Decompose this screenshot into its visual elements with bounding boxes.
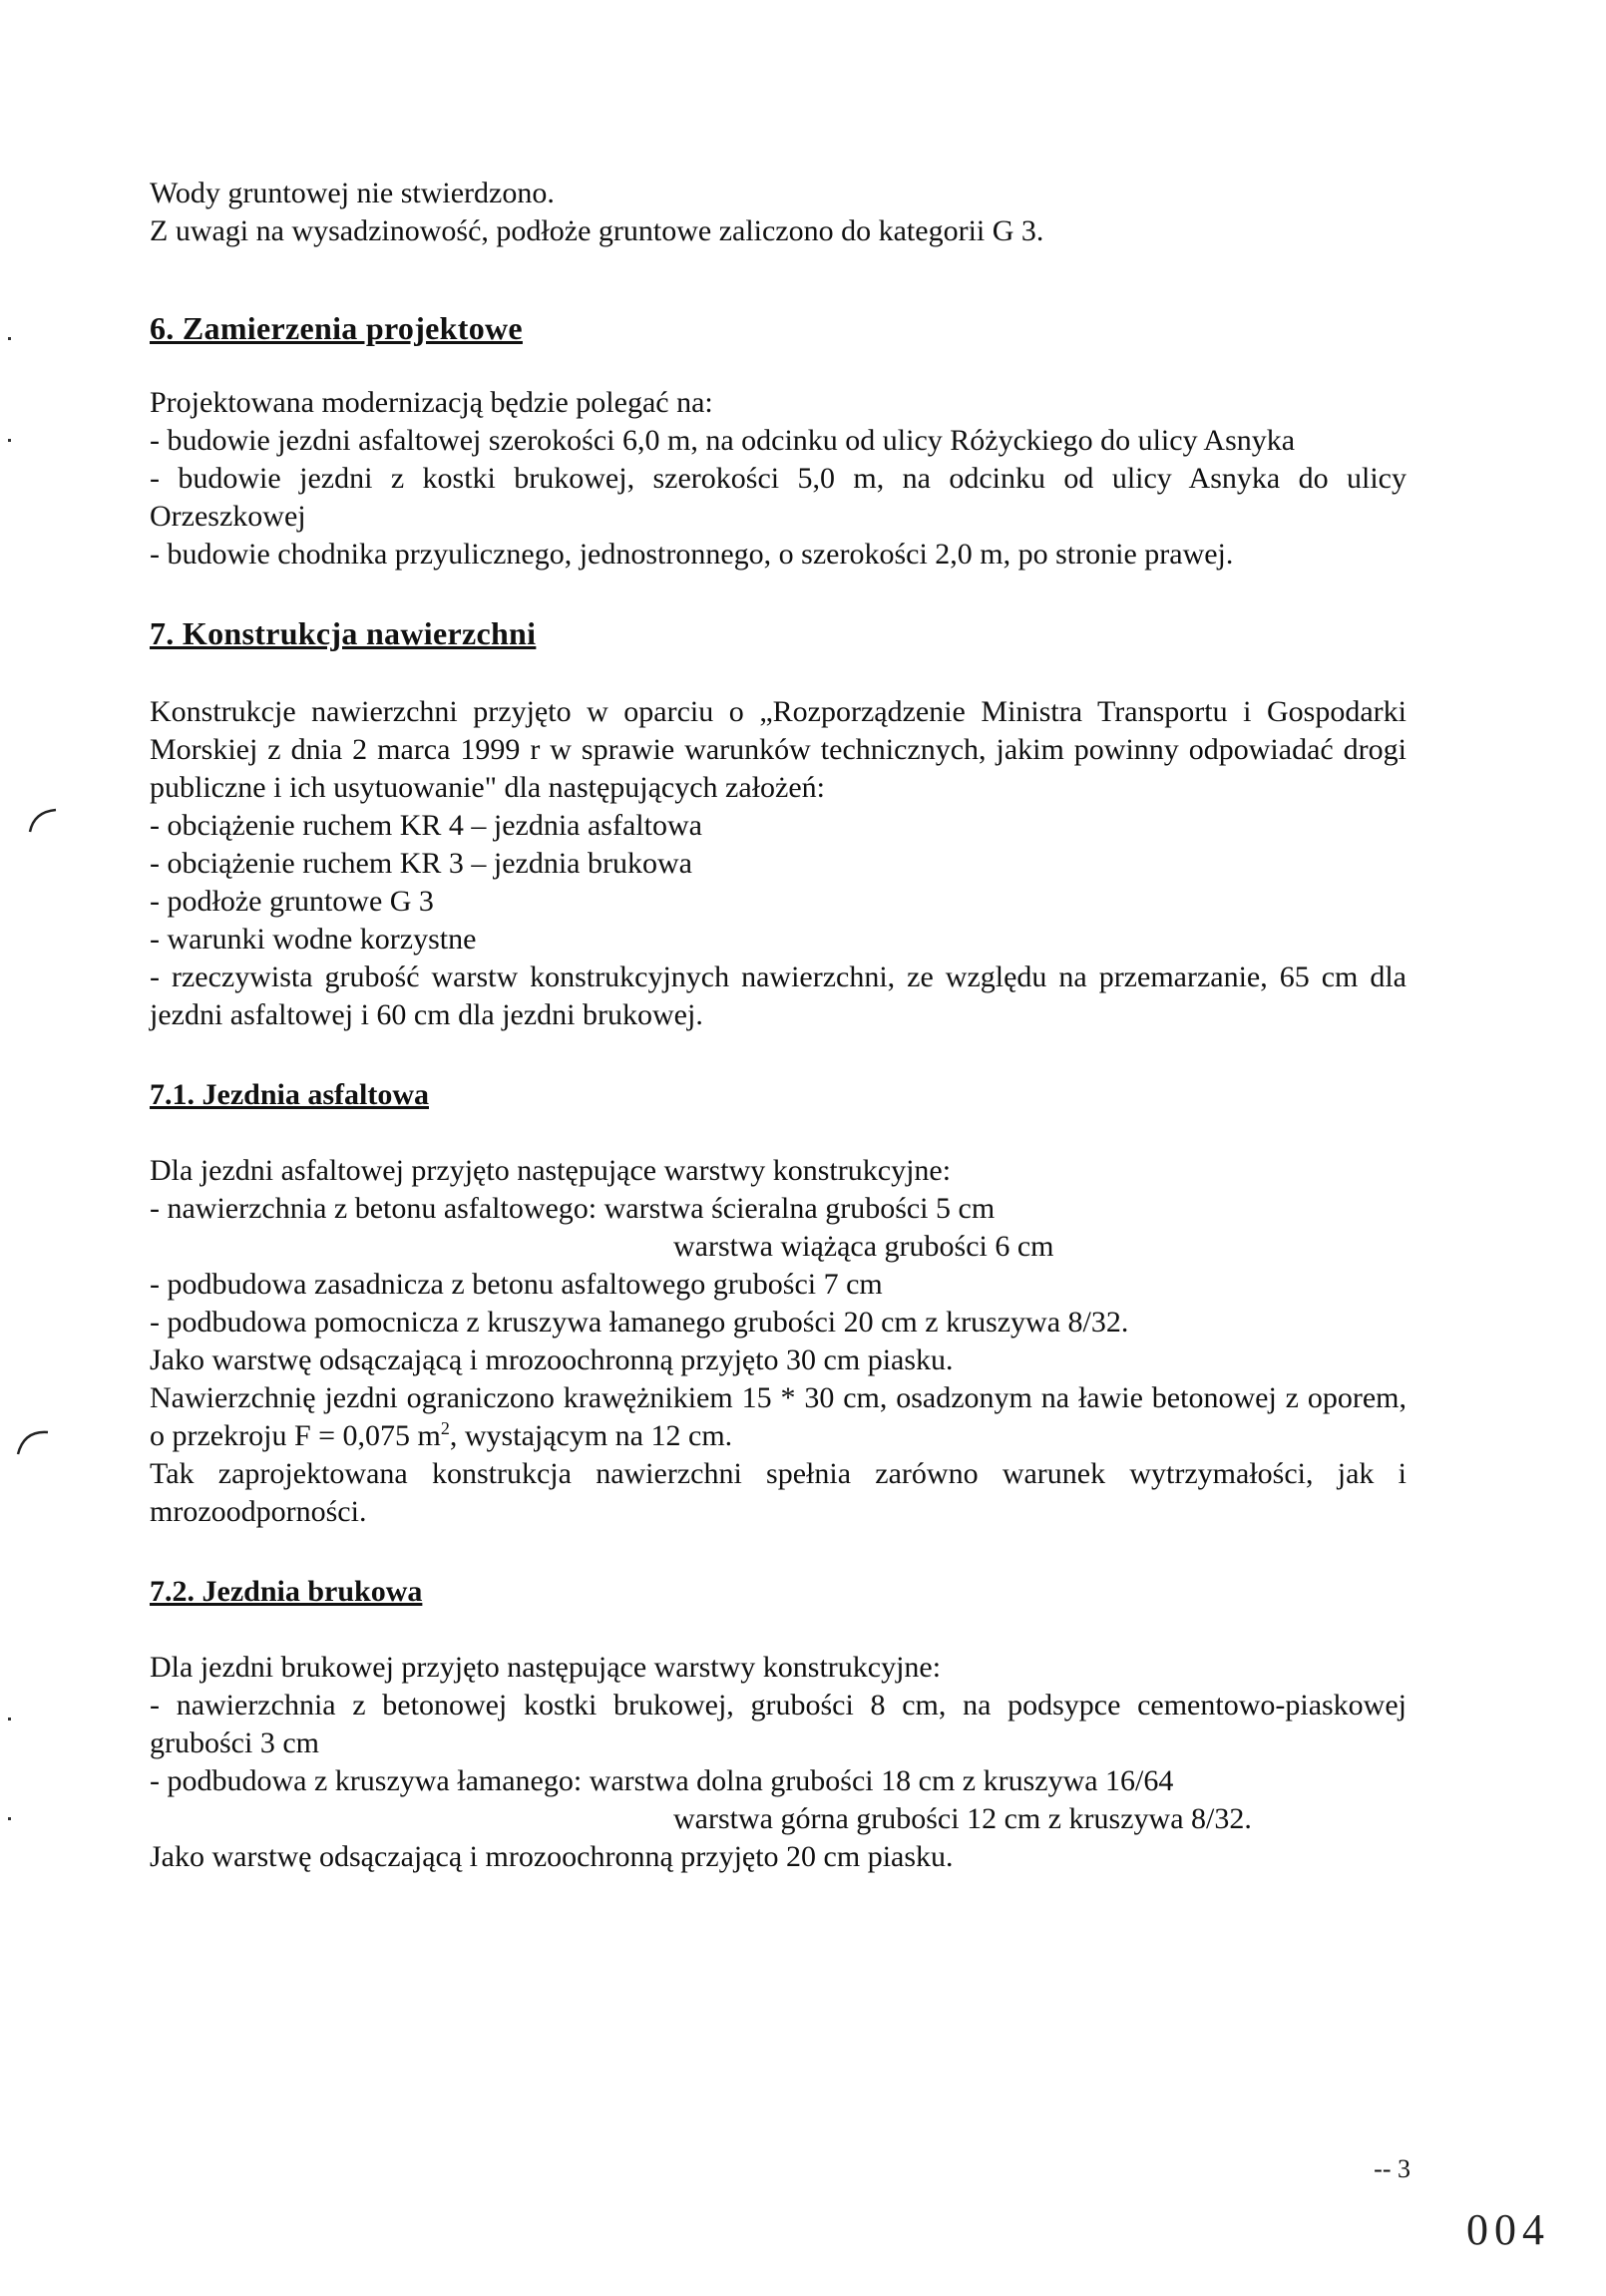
margin-mark — [8, 337, 11, 340]
list-item: - obciążenie ruchem KR 3 – jezdnia brukowa — [150, 847, 692, 880]
margin-curve-mark — [16, 1426, 50, 1456]
list-item: - budowie jezdni z kostki brukowej, szerokości 5,0 m, na odcinku od ulicy Asnyka do ulicy Orzeszkowej — [150, 462, 1406, 533]
section-7-1-heading: 7.1. Jezdnia asfaltowa — [150, 1078, 429, 1111]
list-item: - podłoże gruntowe G 3 — [150, 885, 434, 918]
curb-paragraph — [150, 1379, 1406, 1455]
layer-line: - nawierzchnia z betonowej kostki brukowej, grubości 8 cm, na podsypce cementowo-piaskowej grubości 3 cm — [150, 1689, 1406, 1759]
text-line: Wody gruntowej nie stwierdzono. — [150, 177, 555, 209]
layer-line: - podbudowa pomocnicza z kruszywa łamanego grubości 20 cm z kruszywa 8/32. — [150, 1306, 1129, 1339]
layer-line: - podbudowa zasadnicza z betonu asfaltowego grubości 7 cm — [150, 1268, 883, 1301]
layer-line: warstwa górna grubości 12 cm z kruszywa 8/32. — [673, 1802, 1252, 1835]
curb-text: Nawierzchnię jezdni ograniczono krawężnikiem 15 * 30 cm, osadzonym na ławie betonowej z oporem, o przekroju F = 0,075 m — [150, 1381, 1406, 1452]
text-line: Z uwagi na wysadzinowość, podłoże gruntowe zaliczono do kategorii G 3. — [150, 214, 1044, 247]
list-item: - rzeczywista grubość warstw konstrukcyjnych nawierzchni, ze względu na przemarzanie, 65 cm dla jezdni asfaltowej i 60 cm dla jezdni brukowej. — [150, 960, 1406, 1031]
section-7-lead: Konstrukcje nawierzchni przyjęto w oparciu o „Rozporządzenie Ministra Transportu i Gospodarki Morskiej z dnia 2 marca 1999 r w sprawie warunków technicznych, jakim powinny odpowiadać drogi publiczne i ich usytuowanie" dla następujących założeń: — [150, 695, 1406, 804]
margin-mark — [8, 1817, 11, 1820]
margin-mark — [8, 1718, 11, 1721]
superscript: 2 — [440, 1418, 450, 1438]
layer-line: - nawierzchnia z betonu asfaltowego: warstwa ścieralna grubości 5 cm — [150, 1192, 996, 1225]
document-body — [150, 175, 1406, 1876]
text-line: Tak zaprojektowana konstrukcja nawierzchni spełnia zarówno warunek wytrzymałości, jak i mrozoodporności. — [150, 1457, 1406, 1528]
curb-text-end: , wystającym na 12 cm. — [449, 1419, 733, 1452]
page-stamp: 004 — [1466, 2205, 1550, 2254]
text-line: Jako warstwę odsączającą i mrozoochronną przyjęto 30 cm piasku. — [150, 1343, 954, 1376]
section-7-2-heading: 7.2. Jezdnia brukowa — [150, 1575, 423, 1608]
section-6-heading: 6. Zamierzenia projektowe — [150, 310, 523, 346]
margin-mark — [8, 439, 11, 442]
list-item: - budowie jezdni asfaltowej szerokości 6,0 m, na odcinku od ulicy Różyckiego do ulicy Asnyka — [150, 424, 1296, 457]
section-7-2-lead: Dla jezdni brukowej przyjęto następujące warstwy konstrukcyjne: — [150, 1651, 942, 1684]
section-7-heading: 7. Konstrukcja nawierzchni — [150, 615, 537, 651]
section-7-1-lead: Dla jezdni asfaltowej przyjęto następujące warstwy konstrukcyjne: — [150, 1154, 952, 1187]
layer-line: - podbudowa z kruszywa łamanego: warstwa dolna grubości 18 cm z kruszywa 16/64 — [150, 1764, 1174, 1797]
section-6-lead: Projektowana modernizacją będzie polegać na: — [150, 386, 713, 419]
list-item: - warunki wodne korzystne — [150, 923, 477, 956]
page-number: -- 3 — [1374, 2154, 1410, 2183]
list-item: - obciążenie ruchem KR 4 – jezdnia asfaltowa — [150, 809, 702, 842]
margin-curve-mark — [28, 806, 58, 836]
layer-line: warstwa wiążąca grubości 6 cm — [673, 1230, 1054, 1263]
list-item: - budowie chodnika przyulicznego, jednostronnego, o szerokości 2,0 m, po stronie prawej. — [150, 538, 1234, 571]
text-line: Jako warstwę odsączającą i mrozoochronną przyjęto 20 cm piasku. — [150, 1840, 954, 1873]
